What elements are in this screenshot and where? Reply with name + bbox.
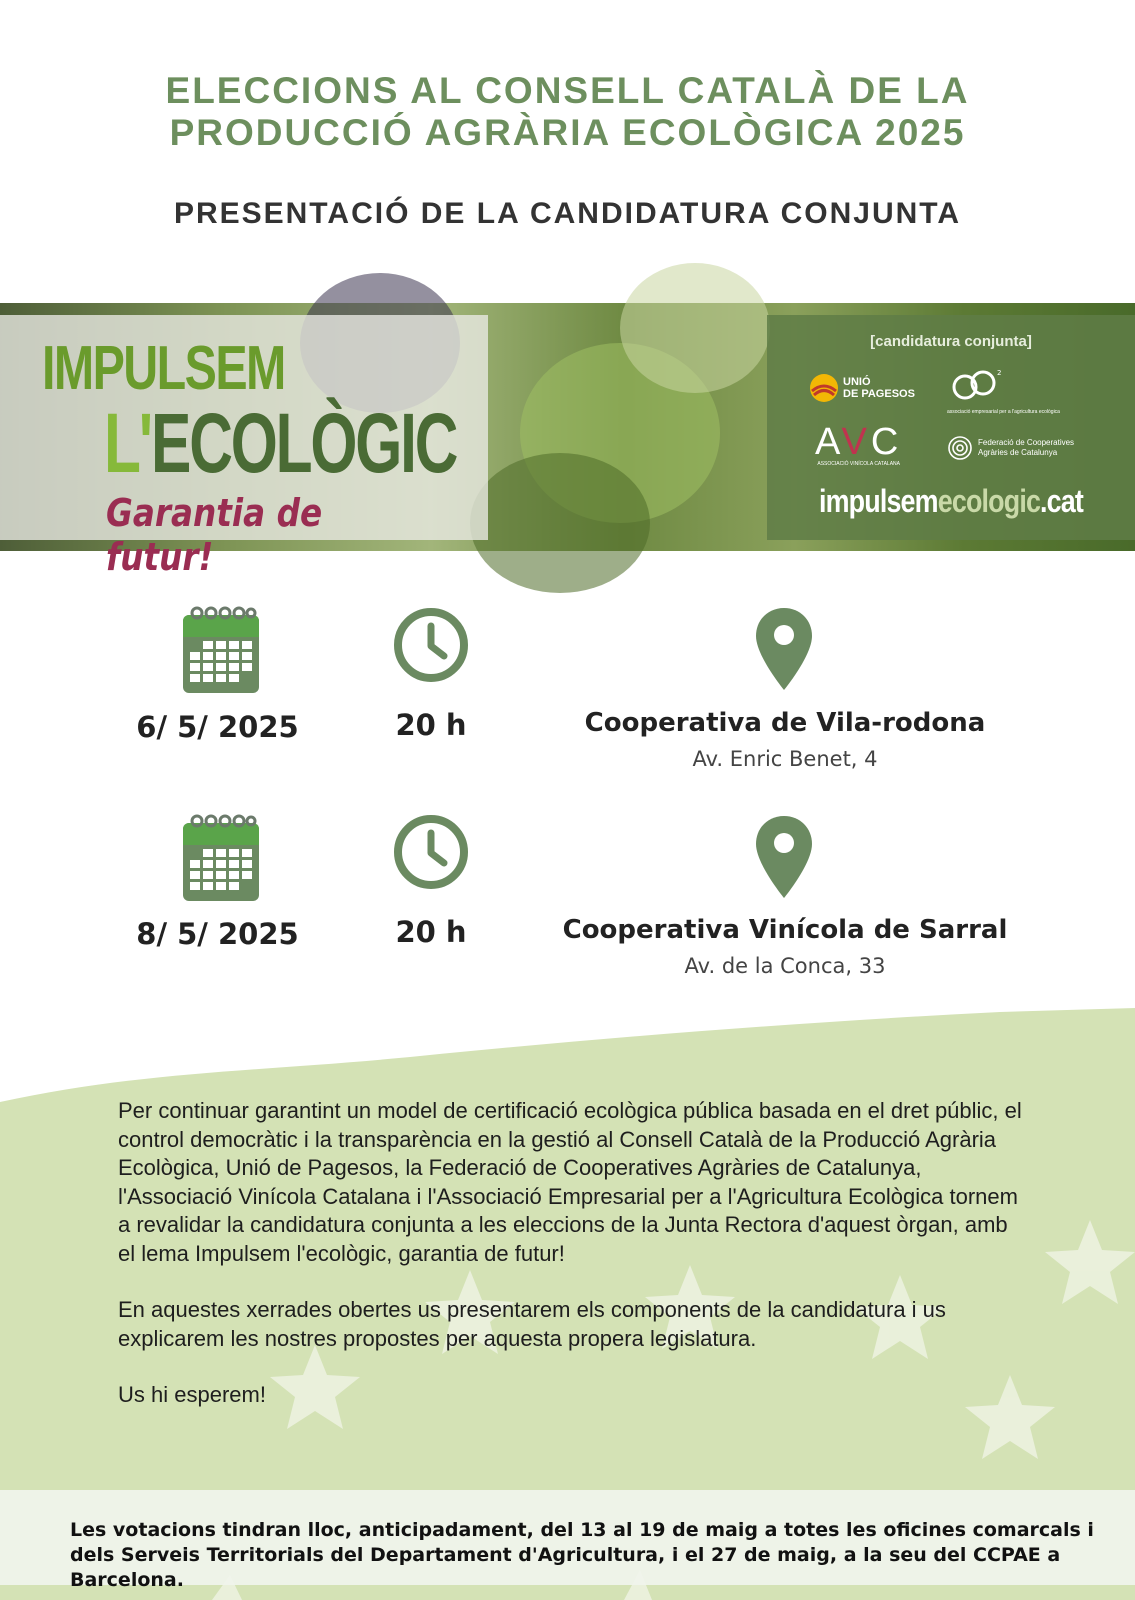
avc-tagline: ASSOCIACIÓ VINÍCOLA CATALANA: [817, 461, 900, 467]
body-paragraph-2: En aquestes xerrades obertes us presentarem els components de la candidatura i us explicarem les nostres propostes per aquesta propera legislatura.: [118, 1297, 946, 1351]
page-title: [0, 70, 1135, 154]
fcac-line-2: Agràries de Catalunya: [978, 448, 1058, 457]
fcac-line-1: Federació de Cooperatives: [978, 438, 1075, 447]
event-1-address: Av. Enric Benet, 4: [692, 747, 878, 771]
event-2-date: 8/ 5/ 2025: [136, 917, 299, 951]
location-pin-icon: [754, 814, 814, 900]
slogan-panel: [0, 315, 488, 579]
event-2-time: 20 h: [395, 915, 467, 949]
ae-tagline: associació empresarial per a l'agricultura ecològica: [947, 409, 1060, 415]
title-line-2: PRODUCCIÓ AGRÀRIA ECOLÒGICA 2025: [169, 112, 966, 153]
ae-emblem-icon: [947, 367, 1007, 403]
page-subtitle: PRESENTACIÓ DE LA CANDIDATURA CONJUNTA: [173, 197, 962, 230]
avc-letter-v: V: [841, 421, 871, 463]
campaign-banner: [0, 303, 1135, 579]
associacio-empresarial-logo: [947, 367, 1060, 415]
event-1-date: 6/ 5/ 2025: [136, 710, 299, 744]
website-url[interactable]: [796, 483, 1105, 520]
clock-icon: [392, 606, 470, 684]
event-2-venue: Cooperativa Vinícola de Sarral: [562, 915, 1008, 945]
body-paragraph-1: Per continuar garantint un model de certificació ecològica pública basada en el dret públic, el control democràtic i la transparència en la gestió al Consell Català de la Producció Agrària Ecològica, Unió de Pagesos, la Federació de Cooperatives Agràries de Catalunya, l'Associació Vinícola Catalana i l'Associació Empresarial per a l'Agricultura Ecològica tornem a revalidar la candidatura conjunta a les eleccions de la Junta Rectora d'aquest òrgan, amb el lema Impulsem l'ecològic, garantia de futur!: [118, 1098, 1022, 1266]
website-url-part-3: .cat: [1040, 483, 1084, 519]
slogan-line-2: [104, 395, 456, 492]
event-2-address: Av. de la Conca, 33: [684, 954, 886, 978]
website-url-part-2: ecologic: [937, 483, 1041, 519]
slogan-line-1: IMPULSEM: [42, 334, 285, 403]
calendar-icon: [181, 605, 261, 695]
candidature-label: [candidatura conjunta]: [870, 333, 1032, 350]
slogan-line-2-prefix: L': [104, 396, 152, 490]
unio-de-pagesos-emblem-icon: [809, 373, 839, 403]
calendar-icon: [181, 813, 261, 903]
event-1-venue: Cooperativa de Vila-rodona: [584, 708, 986, 738]
unio-de-pagesos-line-1: UNIÓ: [843, 376, 871, 388]
avc-letter-a: A: [815, 421, 842, 463]
partners-panel: [767, 315, 1135, 540]
event-1-time: 20 h: [395, 708, 467, 742]
body-paragraph-3: Us hi esperem!: [118, 1382, 266, 1407]
clock-icon: [392, 813, 470, 891]
avc-letter-c: C: [870, 421, 903, 463]
federacio-cooperatives-logo: [947, 435, 1074, 461]
unio-de-pagesos-line-2: DE PAGESOS: [843, 388, 915, 400]
svg-text:2: 2: [997, 369, 1002, 377]
fcac-emblem-icon: [947, 435, 973, 461]
website-url-part-1: impulsem: [818, 483, 938, 519]
title-line-1: ELECCIONS AL CONSELL CATALÀ DE LA: [165, 70, 970, 111]
associacio-vinicola-catalana-logo: [815, 423, 902, 467]
body-text: [118, 1097, 1028, 1438]
slogan-tagline: Garantia de futur!: [106, 491, 323, 579]
unio-de-pagesos-logo: [809, 373, 915, 403]
location-pin-icon: [754, 606, 814, 692]
slogan-line-2-main: ECOLÒGIC: [151, 396, 457, 490]
voting-info: Les votacions tindran lloc, anticipadament, del 13 al 19 de maig a totes les oficines comarcals i dels Serveis Territorials del Departament d'Agricultura, i el 27 de maig, a la seu del CCPAE a Barcelona.: [70, 1519, 1094, 1591]
